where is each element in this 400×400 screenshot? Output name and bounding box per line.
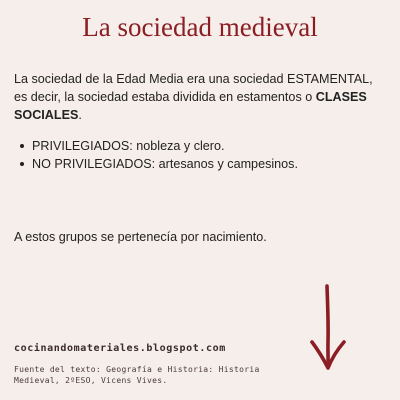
down-arrow-icon	[306, 282, 350, 374]
class-list	[14, 137, 386, 173]
intro-bold-term: CLASES SOCIALES	[14, 90, 367, 122]
intro-paragraph	[14, 70, 386, 124]
blog-url: cocinandomateriales.blogspot.com	[14, 343, 226, 354]
intro-text: La sociedad de la Edad Media era una sociedad ESTAMENTAL, es decir, la sociedad estaba dividida en estamentos o	[14, 72, 373, 104]
source-credit: Fuente del texto: Geografía e Historia: Historia Medieval, 2ºESO, Vicens Vives.	[14, 365, 260, 385]
intro-end: .	[78, 108, 82, 122]
list-item: NO PRIVILEGIADOS: artesanos y campesinos.	[14, 155, 386, 173]
list-item: PRIVILEGIADOS: nobleza y clero.	[14, 137, 386, 155]
closing-sentence: A estos grupos se pertenecía por nacimiento.	[14, 230, 267, 244]
page-title: La sociedad medieval	[82, 12, 318, 42]
